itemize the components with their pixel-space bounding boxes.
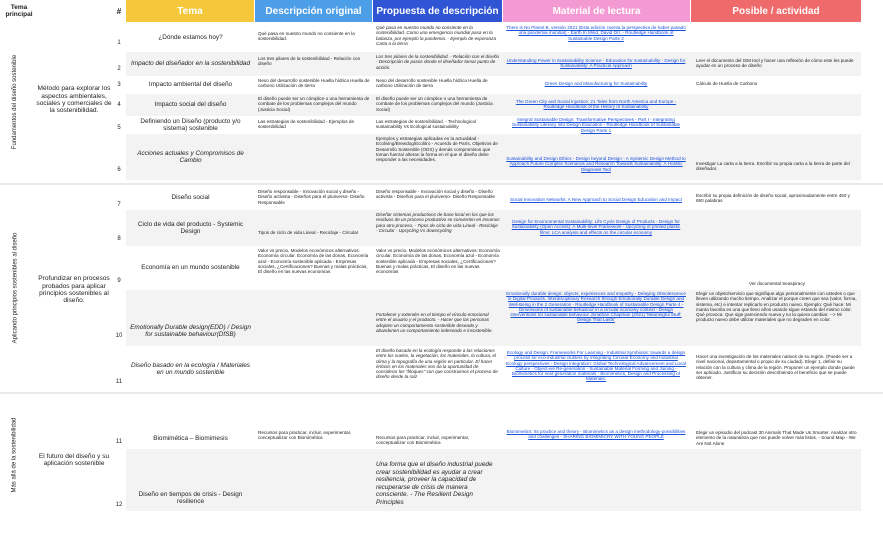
header-propuesta: Propuesta de descripción: [373, 0, 502, 22]
row-number: 8: [117, 236, 121, 242]
row-actividad: Ver documental Seaspiracy: [749, 281, 805, 286]
row-material-link[interactable]: The Green City and Social Injustice: 21 Tales from North America and Europe - Routledge Handbook of the History of Sustainability: [515, 99, 677, 110]
row-propuesta: Qué pasa en nuestro mundo no consiente en la sostenibilidad. Como una emergencia mundial pasa en la balanza, por ejemplo la pandemia. - Ejemplo de esperanza Carta a la tierra: [376, 25, 497, 46]
row-number: 4: [117, 102, 121, 108]
header-tema: Tema: [126, 0, 254, 22]
row-propuesta: Ejemplos y estrategias aplicadas en la actualidad - Ecoliving/Brewdog/Ecolitro - Acuerdo de París, Objetivos de Desarrollo Sostenible (ODS) y demás compromisos que toman fuerza/ alteran la forma en el que el diseño debe responder a las necesidades.: [376, 136, 498, 163]
row-actividad: Leer el documento del ISM tool y hacer una reflexión de cómo este les puede ayudar en un proceso de diseño: [696, 58, 854, 69]
header-material: Material de lectura: [503, 0, 690, 22]
row-number: 1: [117, 40, 121, 46]
row-propuesta: Diseño responsable - Innovación social y diseño - Diseño activista - Diseños para el pluriverso- Diseño Responsable: [376, 189, 495, 200]
row-actividad: Investigar La carta a la tierra. Escribir su propia carta a la tierra de parte del diseñador.: [696, 161, 850, 172]
row-tema: Definiendo un Diseño (producto y/o sistema) sostenible: [140, 117, 241, 132]
row-propuesta: Una forma que el diseño industrial puede crear sostenibilidad es ayudar a crear resiliencia, proveer la capacidad de recuperarse de crisis de manera consciente. - The Resilient Design Principles: [376, 461, 493, 506]
row-propuesta: Recursos para practicar, incluir, experimentar, conceptualizar con Biomimética: [376, 435, 470, 446]
row-descripcion: Tipos de ciclo de vida Lineal - Reciclaje - Circular: [258, 230, 359, 235]
row-tema: Ciclo de vida del producto - Systemic Design: [137, 220, 244, 235]
row-material-link[interactable]: Social Innovation Networks: A New Approach to Social Design Education and Impact: [510, 197, 682, 202]
row-descripcion: El diseño puede ser un cómplice o una herramienta de combate de los problemas complejos del mundo (Justicia Social): [258, 96, 370, 112]
row-material-link[interactable]: Understanding Power in Sustainability Science - Education for sustainability - Design for Sustainability: A Practical Approach: [506, 58, 686, 69]
row-propuesta: El diseño puede ser un cómplice o una herramienta de combate de los problemas complejos del mundo (Justicia Social): [376, 96, 493, 112]
row-actividad: Elegir un objeto/servicio que signifique algo personalmente con ustedes o que lleven utilizando mucho tiempo. Analizar el porque creen que sea (valor, forma, sistema, etc) e intentar replicarlo en producto nuevo. Ejemplo: Qué hace: Mi manta favorita es una que llevo años usando sigue estando del mismo color. Qué provoca: Que sige pareciendo nueva y no la quiera cambiar. --> Mi producto nuevo debe utilizar materiales que no degraden en color.: [696, 291, 857, 323]
row-propuesta: Fortalecer y extender en el tiempo el vínculo emocional entre el usuario y el producto. - Hacer que las personas adopten un comportamiento sostenible deseado y abandonen un comportamiento indeseado e insostenible.: [376, 312, 493, 333]
row-tema: Diseño basado en la ecología / Materiales en un mundo sostenible: [130, 361, 250, 376]
row-number: 3: [117, 82, 121, 88]
row-descripcion: Recursos para practicar, incluir, experimentar, conceptualizar con Biomimética: [258, 430, 352, 441]
row-propuesta: Las estrategias de sostenibilidad. - Technological sustainability Vs Ecological sustainability: [376, 119, 476, 130]
row-number: 9: [117, 278, 121, 284]
row-number: 11: [115, 379, 123, 385]
row-actividad: Cálculo de Huella de Carbono: [696, 81, 758, 86]
row-material-blurred: [504, 472, 688, 502]
section-label-mas-alla: Más allá de la sostenibilidad: [12, 417, 19, 493]
row-propuesta: Diseñar sistemas productivos de base local en los que los residuos de un proceso productivo se convierten en insumos para otro proceso. - Tipos de ciclo de vida Lineal - Reciclaje - Circular - Upcycling Vs downcycling: [376, 212, 500, 233]
section-label-fundamentos: Fundamentos del diseño sostenible: [12, 54, 18, 150]
row-tema: Emotionally Durable design(EDD) / Design for sustainable behaviour(DfSB): [130, 323, 251, 338]
header-number: #: [113, 0, 125, 22]
row-material-link[interactable]: Biomimetics: Its practice and theory - Biomimetics as a design methodology-possibilities and challenges - SHARING BIOMIMICRY WITH YOUNG PEOPLE: [506, 429, 686, 440]
row-material-link[interactable]: Green Design and Manufacturing for Sustainability: [544, 81, 648, 86]
group-separator: [0, 392, 883, 394]
row-descripcion: Las estrategias de sostenibilidad - Ejemplos de sostenibilidad: [258, 119, 355, 130]
section-sub-aplicando: Profundizar en procesos probados para aplicar principios sostenibles al diseño.: [38, 275, 110, 305]
row-number: 2: [117, 66, 121, 72]
header-posible-actividad: Posible / actividad: [691, 0, 861, 22]
row-number: 7: [117, 202, 121, 208]
row-material-link[interactable]: Sustainability and Design Ethics - Design beyond Design - A Systemic Design Method to Approach Future Complex Scenarios and Research Towards Sustainability: A Holistic Diagnosis Tool: [506, 156, 686, 172]
row-propuesta: Los tres pilares de la sostenibilidad. - Relación con el diseño - Descripción de pasos donde el diseñador tomar punto de acción.: [376, 54, 500, 70]
row-descripcion: Qué pasa en nuestro mundo no consiente en la sostenibilidad.: [258, 31, 355, 42]
row-tema: Impacto ambiental del diseño: [148, 81, 233, 89]
row-tema: Impacto del diseñador en la sostenibilidad: [130, 60, 250, 68]
row-material-link[interactable]: Ecology and Design: Frameworks For Learning - Industrial Symbiosis: towards a design process for eco-industrial clusters by integrating Circular Economy and Industrial Ecology perspectives - Design integration: Global Technological Advancement and Local Culture - Object-ive Re-generation - Sustainable Material Forming and Joining - Biomimetics for next generation materials - Biomimetics, Design and Processing of Materials.: [506, 350, 686, 382]
row-descripcion: Valor vs precio, Modelos económicos alternativos: Economía circular. Economía de las donas, Economía azul - Economía sostenible aplicada - Empresas sociales, ¿Certificaciones? Buenas y malas prácticas, El diseño en las nuevas economías: [258, 248, 369, 275]
section-sub-fundamentos: Método para explorar los aspectos ambientales, sociales y comerciales de la sostenibilidad.: [36, 85, 112, 115]
row-propuesta: El diseño basado en la ecología responde a las relaciones entre los suelos, la vegetación, los materiales, la cultura, el clima y la topografía de una región en particular. El hacer énfasis en los materiales nos da la oportunidad de considerar los "bloques" con que construimos el proceso de diseño desde la raíz: [376, 348, 498, 380]
row-number: 11: [115, 439, 123, 445]
row-number: 10: [115, 333, 123, 339]
row-descripcion: Diseño responsable - Innovación social y diseño - Diseño activista - Diseños para el pluriverso- Diseño Responsable: [258, 189, 365, 205]
row-actividad: Elegir un episodio del podcast 30 Animals That Made Us Smarter. Analizar otro elemento de la naturaleza que nos puede volver más listos. - Sound Map - We Are Not Alone: [696, 430, 857, 446]
row-tema: Economía en un mundo sostenible: [141, 264, 240, 272]
row-propuesta: Nexo del desarrollo sostenible Huella hídrica Huella de carbono Utilización de tierra: [376, 78, 488, 89]
row-tema: Acciones actuales y Compromisos de Cambio: [137, 149, 244, 164]
row-material-link[interactable]: Emotionally durable design: objects, experiences and empathy - Delaying Obsolescence in Digital Products. Interdisciplinary Research through Emotionally Durable Design and Well-Being in the 2 Generation - Routledge Handbook of Sustainable Design Parte 4 - Dimensions of sustainable behaviour in a circular economy context - Design interventions for sustainable behaviour Jonathan Chapman (2021) 'Meaningful Stuff: Design That Lasts': [506, 291, 686, 323]
row-number: 5: [117, 125, 121, 131]
row-tema: Diseño en tiempos de crisis - Design resilience: [138, 490, 243, 505]
group-separator: [0, 183, 883, 185]
row-tema: Diseño social: [171, 194, 210, 202]
row-material-link[interactable]: Design for Environmental Sustainability: Life Cycle Design of Products - Design for Sustainability (Open Access): A Multi-level Framework - Upcycling of printed plastic films: LCA analysis and effects on the circular economy: [511, 219, 681, 235]
row-actividad: Hacer una investigación de los materiales nativos de su región. (Puede ser a nivel nacional, departamental o propio de su ciudad). Elegir 1, definir su relación con la cultura y clima de la región. Proponer un ejemplo donde puede ser aplicado. Justificar su decisión describiendo el beneficio que se puede obtener.: [696, 354, 855, 381]
row-number: 6: [117, 167, 121, 173]
row-material-link[interactable]: There is No Planet B, versión 2021 (Esta edición cuenta la perspectiva de haber pasado una pandemia mundial) - Earth In Mind, David Orr. - Routledge Handbook of Sustainable Design Parte 2: [506, 25, 686, 41]
row-descripcion: Nexo del desarrollo sostenible Huella hídrica Huella de carbono Utilización de tierra: [258, 78, 370, 89]
row-propuesta: Valor vs precio, Modelos económicos alternativos: Economía circular. Economía de las donas, Economía azul - Economía sostenible aplicada - Empresas sociales, ¿Certificaciones? Buenas y malas prácticas, El diseño en las nuevas economías: [376, 248, 500, 275]
header-descripcion-original: Descripción original: [255, 0, 372, 22]
section-label-aplicando: Aplicando principios sostenibles al diseño: [12, 232, 19, 344]
header-tema-principal: Tema principal: [0, 0, 38, 22]
row-actividad: Escribir su propia definición de diseño social, aproximadamente entre 450 y 650 palabras: [696, 193, 850, 204]
section-sub-mas-alla: El futuro del diseño y su aplicación sostenible: [38, 452, 110, 467]
row-tema: ¿Dónde estamos hoy?: [158, 34, 223, 42]
row-tema: Biomimética – Biomimesis: [153, 435, 228, 443]
row-tema: Impacto social del diseño: [154, 101, 227, 109]
row-descripcion: Los tres pilares de la sostenibilidad - Relación con diseño: [258, 56, 361, 67]
row-material-link[interactable]: Integral Sustainable Design: Transformative Perspectives - Part I - Integrating Sustainability Literacy into Design Education - Routledge Handbook of Sustainable Design Parte 1: [511, 117, 681, 133]
row-number: 12: [115, 502, 123, 508]
